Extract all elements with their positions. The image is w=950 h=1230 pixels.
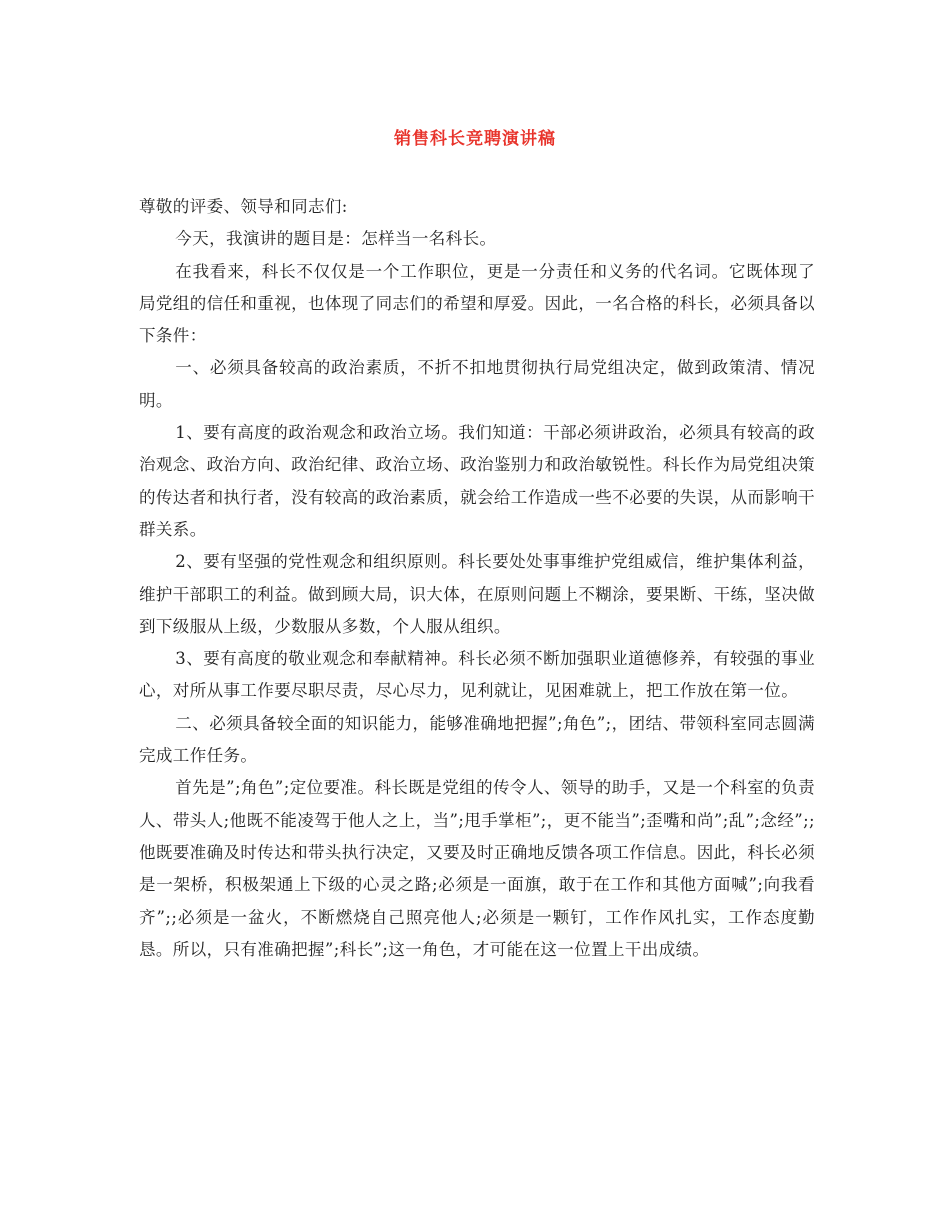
paragraph-point-2: 2、要有坚强的党性观念和组织原则。科长要处处事事维护党组威信，维护集体利益，维护干部职工的利益。做到顾大局，识大体，在原则问题上不糊涂，要果断、干练，坚决做到下级服从上级，少数服从多数，个人服从组织。 bbox=[139, 552, 815, 636]
paragraph-topic: 今天，我演讲的题目是：怎样当一名科长。 bbox=[175, 229, 497, 249]
paragraph-intro: 在我看来，科长不仅仅是一个工作职位，更是一分责任和义务的代名词。它既体现了局党组的信任和重视，也体现了同志们的希望和厚爱。因此，一名合格的科长，必须具备以下条件： bbox=[139, 261, 815, 346]
paragraph-section-two: 二、必须具备较全面的知识能力，能够准确地把握”;角色”;，团结、带领科室同志圆满完成工作任务。 bbox=[139, 713, 815, 766]
paragraph-role: 首先是”;角色”;定位要准。科长既是党组的传令人、领导的助手，又是一个科室的负责人、带头人;他既不能凌驾于他人之上，当”;甩手掌柜”;，更不能当”;歪嘴和尚”;乱”;念经”;;他既要准确及时传达和带头执行决定，又要及时正确地反馈各项工作信息。因此，科长必须是一架桥，积极架通上下级的心灵之路;必须是一面旗，敢于在工作和其他方面喊”;向我看齐”;;必须是一盆火，不断燃烧自己照亮他人;必须是一颗钉，工作作风扎实，工作态度勤恳。所以，只有准确把握”;科长”;这一角色，才可能在这一位置上干出成绩。 bbox=[139, 778, 815, 959]
paragraph-section-one: 一、必须具备较高的政治素质，不折不扣地贯彻执行局党组决定，做到政策清、情况明。 bbox=[139, 358, 815, 410]
document-title: 销售科长竞聘演讲稿 bbox=[394, 129, 556, 149]
document-body bbox=[139, 191, 815, 966]
paragraph-point-3: 3、要有高度的敬业观念和奉献精神。科长必须不断加强职业道德修养，有较强的事业心，对所从事工作要尽职尽责，尽心尽力，见利就让，见困难就上，把工作放在第一位。 bbox=[139, 649, 815, 701]
paragraph-point-1: 1、要有高度的政治观念和政治立场。我们知道：干部必须讲政治，必须具有较高的政治观念、政治方向、政治纪律、政治立场、政治鉴别力和政治敏锐性。科长作为局党组决策的传达者和执行者，没有较高的政治素质，就会给工作造成一些不必要的失误，从而影响干群关系。 bbox=[139, 423, 815, 539]
salutation: 尊敬的评委、领导和同志们: bbox=[139, 197, 348, 216]
